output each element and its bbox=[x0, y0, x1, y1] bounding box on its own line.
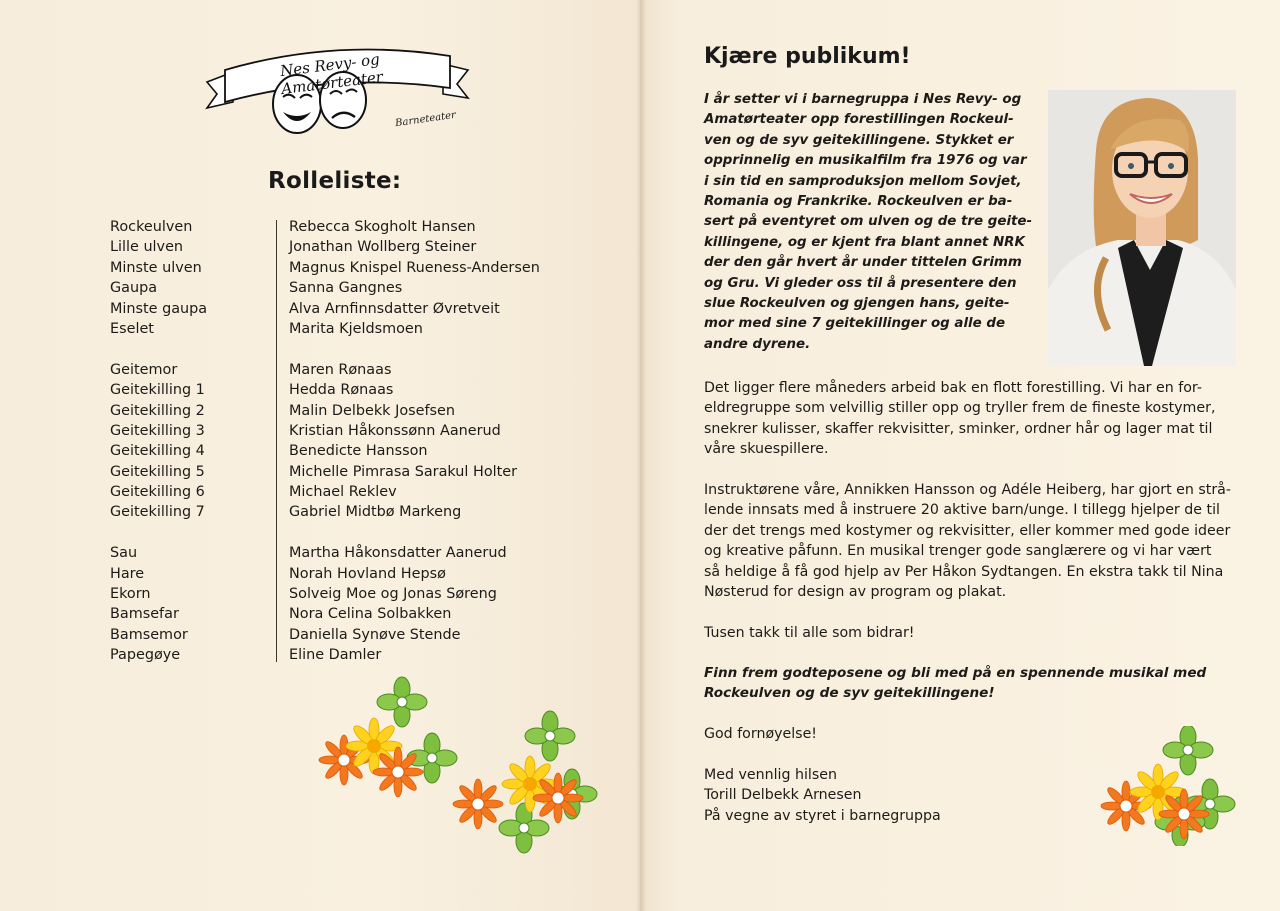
role-name: Geitekilling 7 bbox=[110, 504, 205, 521]
signature-line: På vegne av styret i barnegruppa bbox=[704, 807, 941, 824]
paragraph-line: lende innsats med å instruere 20 aktive barn/unge. I tillegg hjelper de til bbox=[704, 502, 1220, 519]
actor-name: Malin Delbekk Josefsen bbox=[289, 402, 456, 419]
actor-name: Hedda Rønaas bbox=[289, 382, 394, 399]
actor-name: Solveig Moe og Jonas Søreng bbox=[289, 586, 497, 603]
cast-heading: Rolleliste: bbox=[268, 168, 402, 194]
actor-name: Marita Kjeldsmoen bbox=[289, 320, 423, 337]
actor-name: Martha Håkonsdatter Aanerud bbox=[289, 545, 507, 562]
intro-line: killingene, og er kjent fra blant annet NRK bbox=[704, 234, 1025, 250]
actor-name: Rebecca Skogholt Hansen bbox=[289, 219, 476, 235]
role-name: Lille ulven bbox=[110, 239, 184, 256]
intro-line: ven og de syv geitekillingene. Stykket er bbox=[704, 132, 1014, 148]
intro-line: der den går hvert år under tittelen Grimm bbox=[704, 255, 1022, 271]
role-name: Geitekilling 4 bbox=[110, 443, 205, 460]
role-name: Geitekilling 3 bbox=[110, 422, 205, 439]
paragraph-line: og kreative påfunn. En musikal trenger gode sanglærere og vi har vært bbox=[704, 543, 1212, 560]
paragraph-line: der det trengs med kostymer og rekvisitter, eller kommer med gode ideer bbox=[704, 522, 1231, 539]
role-name: Bamsefar bbox=[110, 606, 179, 623]
actor-name: Gabriel Midtbø Markeng bbox=[289, 504, 462, 521]
actor-name: Norah Hovland Hepsø bbox=[289, 565, 446, 582]
role-name: Sau bbox=[110, 545, 138, 562]
actor-name: Sanna Gangnes bbox=[289, 280, 403, 297]
actor-name: Kristian Håkonssønn Aanerud bbox=[289, 422, 501, 439]
actor-name: Magnus Knispel Rueness-Andersen bbox=[289, 259, 540, 276]
role-name: Eselet bbox=[110, 320, 154, 337]
thanks-line: Tusen takk til alle som bidrar! bbox=[704, 625, 915, 641]
role-name: Geitekilling 5 bbox=[110, 463, 205, 480]
role-name: Gaupa bbox=[110, 280, 158, 297]
paragraph-line: så heldige å få god hjelp av Per Håkon Sydtangen. En ekstra takk til Nina bbox=[704, 563, 1224, 580]
paragraph-line: Rockeulven og de syv geitekillingene! bbox=[704, 685, 995, 702]
theater-logo bbox=[205, 42, 470, 142]
paragraph-parents bbox=[704, 378, 1241, 460]
actor-name: Daniella Synøve Stende bbox=[289, 626, 461, 643]
page-fold bbox=[636, 0, 646, 911]
closing-invitation bbox=[704, 663, 1241, 704]
intro-line: sert på eventyret om ulven og de tre geite- bbox=[704, 214, 1033, 230]
actor-name: Maren Rønaas bbox=[289, 361, 392, 378]
paragraph-line: eldregruppe som velvillig stiller opp og tryller frem de fineste kostymer, bbox=[704, 400, 1216, 417]
portrait-photo bbox=[1048, 90, 1236, 366]
greeting: God fornøyelse! bbox=[704, 726, 817, 742]
role-name: Minste ulven bbox=[110, 259, 202, 276]
intro-line: mor med sine 7 geitekillinger og alle de bbox=[704, 316, 1006, 332]
role-name: Minste gaupa bbox=[110, 300, 208, 317]
role-column bbox=[110, 217, 207, 666]
role-name: Geitemor bbox=[110, 361, 178, 378]
flower-decoration-left bbox=[318, 676, 608, 856]
paragraph-instructors bbox=[704, 480, 1241, 602]
paragraph-line: Det ligger flere måneders arbeid bak en flott forestilling. Vi har en for- bbox=[704, 380, 1202, 396]
role-name: Rockeulven bbox=[110, 219, 193, 235]
paragraph-line: snekrer kulisser, skaffer rekvisitter, sminker, ordner hår og lager mat til bbox=[704, 420, 1213, 437]
signature-line: Med vennlig hilsen bbox=[704, 767, 837, 783]
intro-line: slue Rockeulven og gjengen hans, geite- bbox=[704, 296, 1010, 312]
intro-line: opprinnelig en musikalfilm fra 1976 og var bbox=[704, 153, 1027, 169]
intro-line: i sin tid en samproduksjon mellom Sovjet, bbox=[704, 173, 1022, 189]
actor-name: Alva Arnfinnsdatter Øvretveit bbox=[289, 300, 500, 317]
paragraph-line: våre skuespillere. bbox=[704, 441, 829, 458]
role-name: Hare bbox=[110, 565, 145, 582]
actor-name: Jonathan Wollberg Steiner bbox=[289, 239, 477, 256]
role-name: Geitekilling 1 bbox=[110, 382, 205, 399]
role-name: Papegøye bbox=[110, 647, 181, 664]
intro-paragraph bbox=[704, 90, 1044, 355]
paragraph-line: Instruktørene våre, Annikken Hansson og Adéle Heiberg, har gjort en strå- bbox=[704, 482, 1232, 498]
role-name: Geitekilling 6 bbox=[110, 484, 205, 501]
intro-line: I år setter vi i barnegruppa i Nes Revy- og bbox=[704, 92, 1022, 107]
role-name: Bamsemor bbox=[110, 626, 188, 643]
intro-line: og Gru. Vi gleder oss til å presentere den bbox=[704, 275, 1017, 291]
intro-line: Amatørteater opp forestillingen Rockeul- bbox=[704, 112, 1014, 128]
role-name: Geitekilling 2 bbox=[110, 402, 205, 419]
actor-name: Michael Reklev bbox=[289, 484, 397, 501]
paragraph-line: Finn frem godteposene og bli med på en spennende musikal med bbox=[704, 665, 1207, 681]
actor-name: Eline Damler bbox=[289, 647, 382, 664]
signature-block bbox=[704, 765, 941, 826]
actor-column bbox=[289, 217, 540, 666]
actor-name: Benedicte Hansson bbox=[289, 443, 428, 460]
cast-divider bbox=[276, 220, 277, 662]
actor-name: Nora Celina Solbakken bbox=[289, 606, 452, 623]
portrait-image bbox=[1048, 90, 1236, 366]
role-name: Ekorn bbox=[110, 586, 151, 603]
signature-line: Torill Delbekk Arnesen bbox=[704, 787, 862, 804]
intro-line: andre dyrene. bbox=[704, 336, 811, 352]
logo-subtitle: Barneteater bbox=[394, 109, 457, 130]
actor-name: Michelle Pimrasa Sarakul Holter bbox=[289, 463, 518, 480]
flower-decoration-right bbox=[1100, 726, 1240, 846]
letter-heading: Kjære publikum! bbox=[704, 44, 911, 69]
logo-title: Nes Revy- og Amatørteater bbox=[279, 50, 384, 99]
paragraph-line: Nøsterud for design av program og plakat. bbox=[704, 584, 1007, 601]
intro-line: Romania og Frankrike. Rockeulven er ba- bbox=[704, 194, 1013, 210]
